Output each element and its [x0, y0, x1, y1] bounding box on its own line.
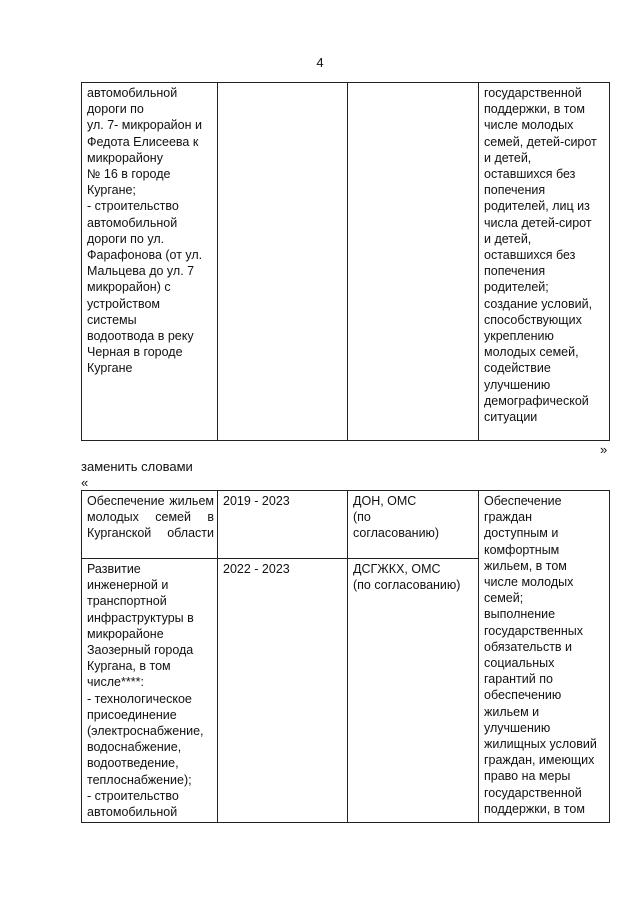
page-number: 4	[316, 55, 324, 70]
cell-event-name: Обеспечение жильем молодых семей в Курганской области	[82, 491, 218, 559]
cell-executors: ДСГЖКХ, ОМС (по согласованию)	[348, 559, 479, 823]
cell-result: Обеспечение граждан доступным и комфортным жильем, в том числе молодых семей; выполнение государственных обязательств и социальных гарантий по обеспечению жильем и улучшению жилищных условий граждан, имеющих право на меры государственной поддержки, в том	[479, 491, 610, 823]
table-fragment-old	[81, 82, 610, 441]
cell-result: государственной поддержки, в том числе молодых семей, детей-сирот и детей, оставшихся без попечения родителей, лиц из числа детей-сирот и детей, оставшихся без попечения родителей; создание условий, способствующих укреплению молодых семей, содействие улучшению демографической ситуации	[479, 83, 610, 441]
cell-executors	[348, 83, 479, 441]
cell-event-name: автомобильной дороги по ул. 7- микрорайон и Федота Елисеева к микрорайону № 16 в городе Кургане; - строительство автомобильной дороги по ул. Фарафонова (от ул. Мальцева до ул. 7 микрорайон) с устройством системы водоотвода в реку Черная в городе Кургане	[82, 83, 218, 441]
cell-period	[218, 83, 348, 441]
table-fragment-new	[81, 490, 610, 823]
opening-quote: «	[81, 475, 89, 490]
cell-event-name: Развитие инженерной и транспортной инфраструктуры в микрорайоне Заозерный города Кургана, в том числе****: - технологическое присоединение (электроснабжение, водоснабжение, водоотведение, теплоснабжение); - строительство автомобильной	[82, 559, 218, 823]
cell-executors: ДОН, ОМС (по согласованию)	[348, 491, 479, 559]
cell-period: 2022 - 2023	[218, 559, 348, 823]
closing-quote: »	[600, 442, 608, 457]
replace-instruction: заменить словами	[81, 459, 193, 474]
cell-period: 2019 - 2023	[218, 491, 348, 559]
